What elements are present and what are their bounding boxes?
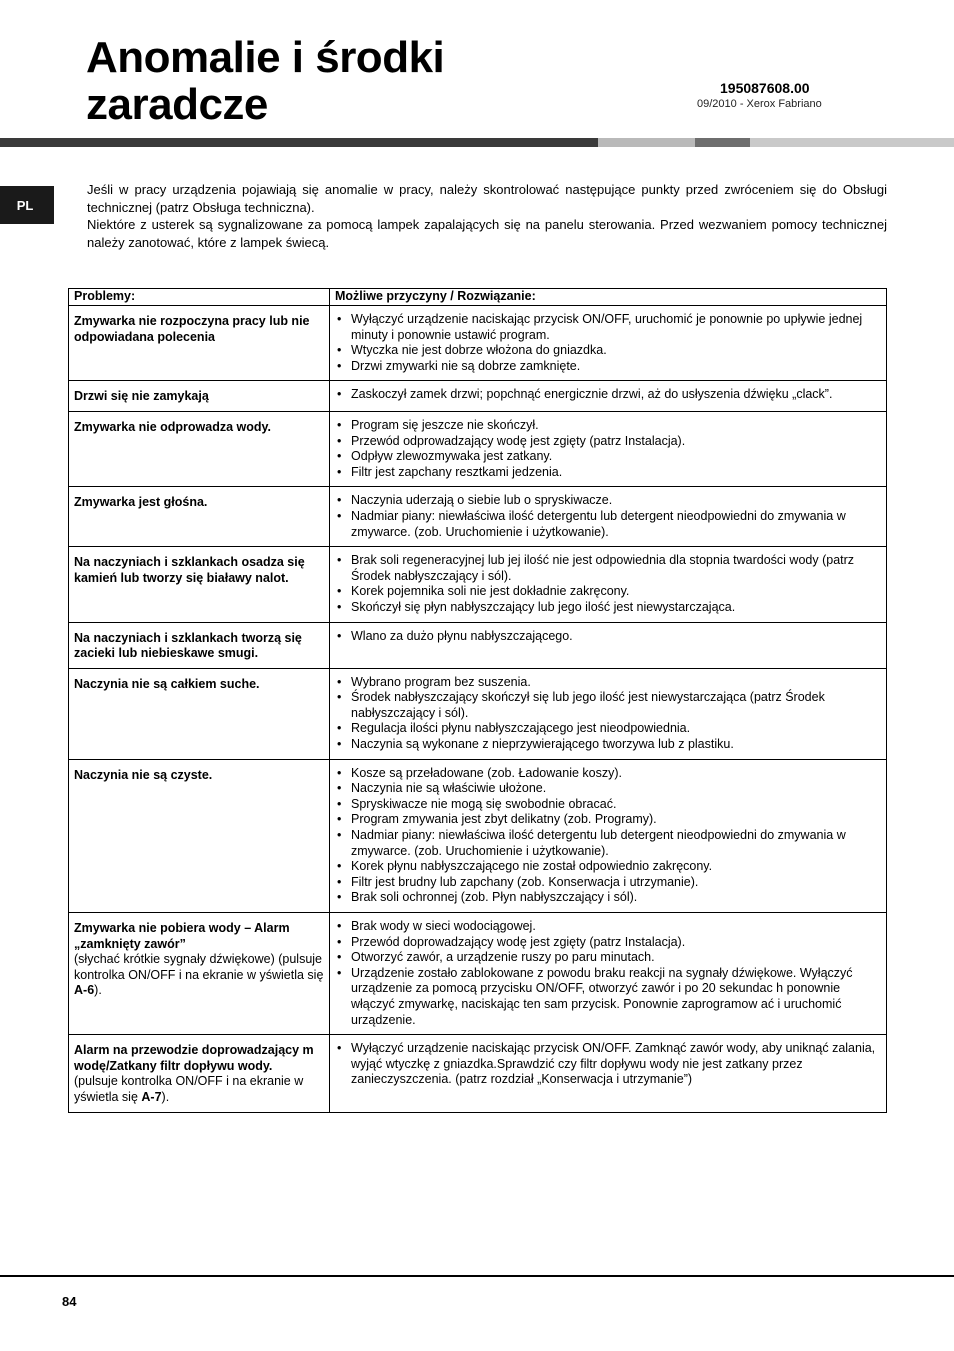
alarm-code: A-6 (74, 983, 95, 998)
solution-item: • Naczynia są wykonane z nieprzywierającego tworzywa lub z plastiku. (336, 737, 880, 753)
solution-cell (330, 547, 887, 622)
solution-item: • Korek płynu nabłyszczającego nie został odpowiednio zakręcony. (336, 859, 880, 875)
solution-item: • Program się jeszcze nie skończył. (336, 418, 880, 434)
problem-text: Alarm na przewodzie doprowadzający m wodę/Zatkany filtr dopływu wody. (74, 1043, 314, 1073)
table-row (69, 668, 887, 759)
title-line-1: Anomalie i środki (86, 33, 445, 82)
solution-list (336, 312, 880, 374)
page-title (86, 34, 444, 128)
problem-note (74, 1074, 324, 1105)
table-row (69, 913, 887, 1035)
table-row (69, 411, 887, 486)
solution-item: • Brak soli regeneracyjnej lub jej ilość nie jest odpowiednia dla stopnia twardości wody (patrz Środek nabłyszczający i sól). (336, 553, 880, 584)
solution-list (336, 387, 880, 403)
solution-item: • Brak soli ochronnej (zob. Płyn nabłyszczający i sól). (336, 890, 880, 906)
table-body (69, 306, 887, 1113)
solution-item: • Wybrano program bez suszenia. (336, 675, 880, 691)
solution-item: • Regulacja ilości płynu nabłyszczającego jest nieodpowiednia. (336, 721, 880, 737)
problem-text: Zmywarka nie odprowadza wody. (74, 419, 272, 434)
solution-item: • Urządzenie zostało zablokowane z powodu braku reakcji na sygnały dźwiękowe. Wyłączyć urządzenie za pomocą przycisku ON/OFF, otworzyć zawór i po 20 sekundac h ponownie włączyć zmywarkę, naciskając ten sam przycisk. Ponownie zaprogramow ać i uruchomić urządzenie. (336, 966, 880, 1028)
solution-list (336, 919, 880, 1028)
solution-item: • Spryskiwacze nie mogą się swobodnie obracać. (336, 797, 880, 813)
problem-cell (69, 381, 330, 412)
solution-cell (330, 411, 887, 486)
column-header-problems: Problemy: (69, 289, 330, 306)
problem-note-end: ). (161, 1089, 170, 1104)
document-number: 195087608.00 (720, 80, 810, 96)
table-row (69, 759, 887, 912)
solution-item: • Nadmiar piany: niewłaściwa ilość detergentu lub detergent nieodpowiedni do zmywania w zmywarce. (zob. Uruchomienie i użytkowanie). (336, 509, 880, 540)
column-header-solutions: Możliwe przyczyny / Rozwiązanie: (330, 289, 887, 306)
page-number: 84 (62, 1294, 77, 1309)
problem-text: Naczynia nie są czyste. (74, 767, 213, 782)
footer-rule (0, 1275, 954, 1277)
solution-item: • Skończył się płyn nabłyszczający lub jego ilość jest niewystarczająca. (336, 600, 880, 616)
problem-note (74, 952, 324, 999)
solution-cell (330, 1035, 887, 1112)
header-rule-light (598, 138, 695, 147)
solution-item: • Nadmiar piany: niewłaściwa ilość detergentu lub detergent nieodpowiedni do zmywania w zmywarce. (zob. Uruchomienie i użytkowanie). (336, 828, 880, 859)
solution-item: • Przewód odprowadzający wodę jest zgięty (patrz Instalacja). (336, 434, 880, 450)
problem-cell (69, 913, 330, 1035)
problem-cell (69, 759, 330, 912)
solution-item: • Wlano za dużo płynu nabłyszczającego. (336, 629, 880, 645)
problem-text: Zmywarka jest głośna. (74, 495, 208, 510)
solution-item: • Naczynia nie są właściwie ułożone. (336, 781, 880, 797)
solution-item: • Brak wody w sieci wodociągowej. (336, 919, 880, 935)
problem-note-end: ). (94, 983, 102, 998)
table-row (69, 547, 887, 622)
problem-cell (69, 411, 330, 486)
header-rule-dark (0, 138, 598, 147)
solution-item: • Drzwi zmywarki nie są dobrze zamknięte. (336, 359, 880, 375)
solution-item: • Odpływ zlewozmywaka jest zatkany. (336, 449, 880, 465)
header-rule-pale (750, 138, 954, 147)
intro-paragraph-2: Niektóre z usterek są sygnalizowane za pomocą lampek zapalających się na panelu sterowania. Przed wezwaniem pomocy technicznej należy zanotować, które z lampek świecą. (87, 217, 887, 250)
alarm-code: A-7 (141, 1089, 162, 1104)
solution-item: • Wtyczka nie jest dobrze włożona do gniazdka. (336, 343, 880, 359)
solution-cell (330, 759, 887, 912)
solution-cell (330, 306, 887, 381)
problem-cell (69, 1035, 330, 1112)
solution-list (336, 675, 880, 753)
table-header-row (69, 289, 887, 306)
problem-cell (69, 622, 330, 668)
solution-item: • Zaskoczył zamek drzwi; popchnąć energicznie drzwi, aż do usłyszenia dźwięku „clack”. (336, 387, 880, 403)
troubleshooting-table (68, 288, 887, 1113)
document-date: 09/2010 - Xerox Fabriano (697, 98, 822, 110)
problem-text: Naczynia nie są całkiem suche. (74, 676, 260, 691)
solution-item: • Filtr jest brudny lub zapchany (zob. Konserwacja i utrzymanie). (336, 875, 880, 891)
problem-text: Zmywarka nie pobiera wody – Alarm „zamknięty zawór” (74, 921, 290, 951)
header-rule-mid (695, 138, 750, 147)
problem-cell (69, 487, 330, 547)
problem-text: Zmywarka nie rozpoczyna pracy lub nie odpowiadana polecenia (74, 314, 310, 344)
solution-list (336, 629, 880, 645)
solution-item: • Otworzyć zawór, a urządzenie ruszy po paru minutach. (336, 950, 880, 966)
solution-item: • Program zmywania jest zbyt delikatny (zob. Programy). (336, 812, 880, 828)
table-row (69, 1035, 887, 1112)
problem-text: Drzwi się nie zamykają (74, 389, 209, 404)
solution-item: • Wyłączyć urządzenie naciskając przycisk ON/OFF, uruchomić je ponownie po upływie jednej minuty i ponownie ustawić program. (336, 312, 880, 343)
solution-item: • Naczynia uderzają o siebie lub o spryskiwacze. (336, 493, 880, 509)
solution-cell (330, 381, 887, 412)
language-tab: PL (0, 186, 54, 224)
solution-list (336, 1041, 880, 1088)
problem-cell (69, 306, 330, 381)
table-row (69, 306, 887, 381)
problem-note-text: (słychać krótkie sygnały dźwiękowe) (pulsuje kontrolka ON/OFF i na ekranie w yświetla się (74, 952, 324, 982)
problem-cell (69, 547, 330, 622)
solution-item: • Wyłączyć urządzenie naciskając przycisk ON/OFF. Zamknąć zawór wody, aby uniknąć zalania, wyjąć wtyczkę z gniazdka.Sprawdzić czy filtr dopływu wody nie jest zatkany przez zanieczyszczenia. (patrz rozdział „Konserwacja i utrzymanie”) (336, 1041, 880, 1088)
solution-cell (330, 622, 887, 668)
table-row (69, 622, 887, 668)
intro-text (87, 181, 887, 251)
solution-cell (330, 668, 887, 759)
solution-cell (330, 913, 887, 1035)
table-row (69, 381, 887, 412)
problem-text: Na naczyniach i szklankach tworzą się zacieki lub niebieskawe smugi. (74, 630, 302, 661)
solution-item: • Środek nabłyszczający skończył się lub jego ilość jest niewystarczająca (patrz Środek nabłyszczający i sól). (336, 690, 880, 721)
problem-note-text: (pulsuje kontrolka ON/OFF i na ekranie w yświetla się (74, 1074, 304, 1104)
table-row (69, 487, 887, 547)
solution-item: • Korek pojemnika soli nie jest dokładnie zakręcony. (336, 584, 880, 600)
title-line-2: zaradcze (86, 80, 268, 129)
problem-cell (69, 668, 330, 759)
solution-item: • Przewód doprowadzający wodę jest zgięty (patrz Instalacja). (336, 935, 880, 951)
intro-paragraph-1: Jeśli w pracy urządzenia pojawiają się anomalie w pracy, należy skontrolować następujące punkty przed zwróceniem się do Obsługi technicznej (patrz Obsługa techniczna). (87, 182, 887, 215)
solution-item: • Filtr jest zapchany resztkami jedzenia. (336, 465, 880, 481)
solution-list (336, 766, 880, 906)
solution-list (336, 418, 880, 480)
solution-list (336, 493, 880, 540)
problem-text: Na naczyniach i szklankach osadza się kamień lub tworzy się białawy nalot. (74, 555, 305, 585)
solution-list (336, 553, 880, 615)
solution-item: • Kosze są przeładowane (zob. Ładowanie koszy). (336, 766, 880, 782)
solution-cell (330, 487, 887, 547)
